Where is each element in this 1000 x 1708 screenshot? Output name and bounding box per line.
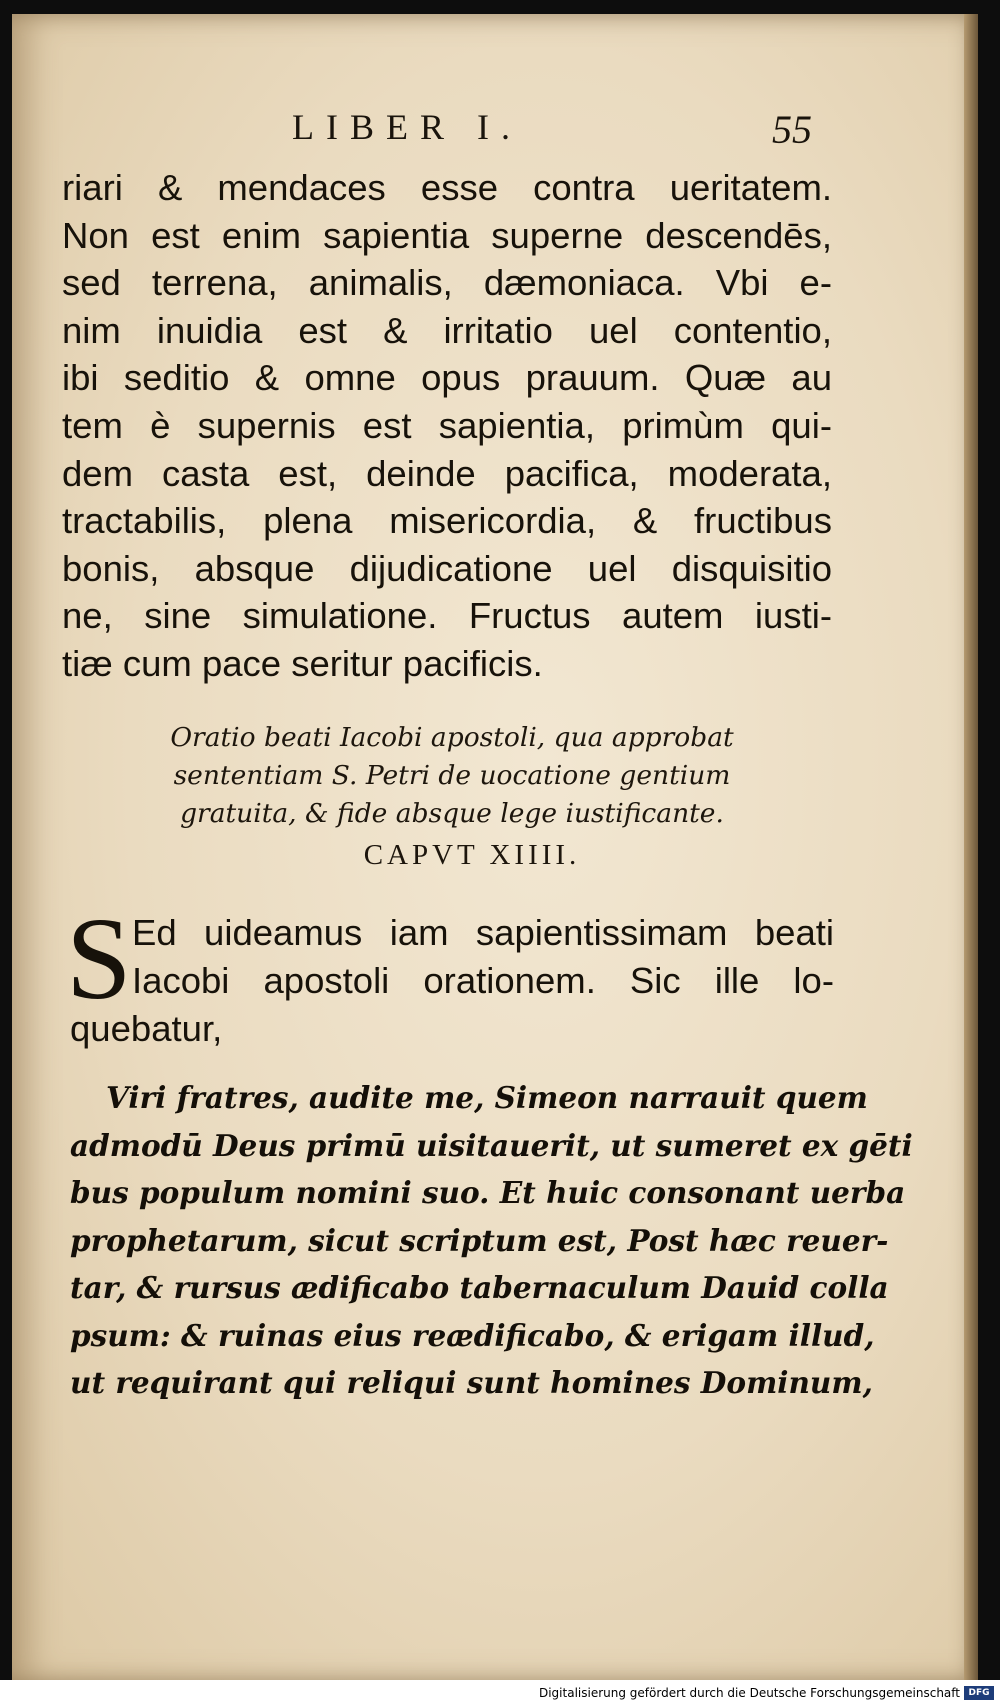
text-line: ne, sine simulatione. Fructus autem iusti- <box>62 595 832 637</box>
text-line: quebatur, <box>70 1008 223 1049</box>
text-line: sed terrena, animalis, dæmoniaca. Vbi e- <box>62 262 832 304</box>
chapter-opening <box>70 909 834 1053</box>
quote-line: tar, & rursus ædificabo tabernaculum Dauid colla <box>70 1270 889 1305</box>
quoted-speech <box>70 1074 913 1407</box>
page-number: 55 <box>772 107 812 152</box>
page-edge <box>964 14 978 1682</box>
heading-line: sententiam S. Petri de uocatione gentium <box>173 760 731 791</box>
chapter-heading <box>152 719 752 833</box>
text-line: bonis, absque dijudicatione uel disquisitio <box>62 547 832 589</box>
text-line: Iacobi apostoli orationem. Sic ille lo- <box>132 960 834 1001</box>
heading-line: Oratio beati Iacobi apostoli, qua approbat <box>170 722 734 753</box>
quote-line: psum: & ruinas eius reædificabo, & erigam illud, <box>70 1317 875 1353</box>
quote-line: Viri fratres, audite me, Simeon narrauit quem <box>106 1080 868 1115</box>
drop-cap: S <box>66 893 132 1024</box>
text-line: tractabilis, plena misericordia, & fructibus <box>62 500 832 542</box>
chapter-number: CAPVT XIIII. <box>363 839 581 871</box>
quote-line: bus populum nomini suo. Et huic consonant uerba <box>70 1175 906 1210</box>
quote-line: prophetarum, sicut scriptum est, Post hæc reuer- <box>70 1222 889 1258</box>
quote-line: ut requirant qui reliqui sunt homines Dominum, <box>70 1365 873 1400</box>
text-line: tem è supernis est sapientia, primùm qui- <box>62 404 832 446</box>
dfg-logo-icon: DFG <box>964 1686 994 1700</box>
digitization-footer <box>0 1680 1000 1708</box>
text-line: ibi seditio & omne opus prauum. Quæ au <box>62 357 832 399</box>
text-line: nim inuidia est & irritatio uel contentio, <box>62 309 832 351</box>
funding-credit: Digitalisierung gefördert durch die Deutsche Forschungsgemeinschaft <box>538 1686 960 1700</box>
quote-line: admodū Deus primū uisitauerit, ut sumeret ex gēti <box>70 1127 913 1163</box>
text-line: dem casta est, deinde pacifica, moderata, <box>62 452 832 494</box>
text-line: Non est enim sapientia superne descendēs, <box>62 214 832 256</box>
text-line: Ed uideamus iam sapientissimam beati <box>132 912 834 953</box>
book-page <box>12 14 978 1682</box>
heading-line: gratuita, & fide absque lege iustificante. <box>180 798 724 829</box>
running-head: LIBER I. <box>292 107 522 147</box>
body-paragraph <box>62 164 832 688</box>
page-header <box>12 106 978 158</box>
text-line: tiæ cum pace seritur pacificis. <box>62 642 543 684</box>
text-line: riari & mendaces esse contra ueritatem. <box>62 167 832 208</box>
